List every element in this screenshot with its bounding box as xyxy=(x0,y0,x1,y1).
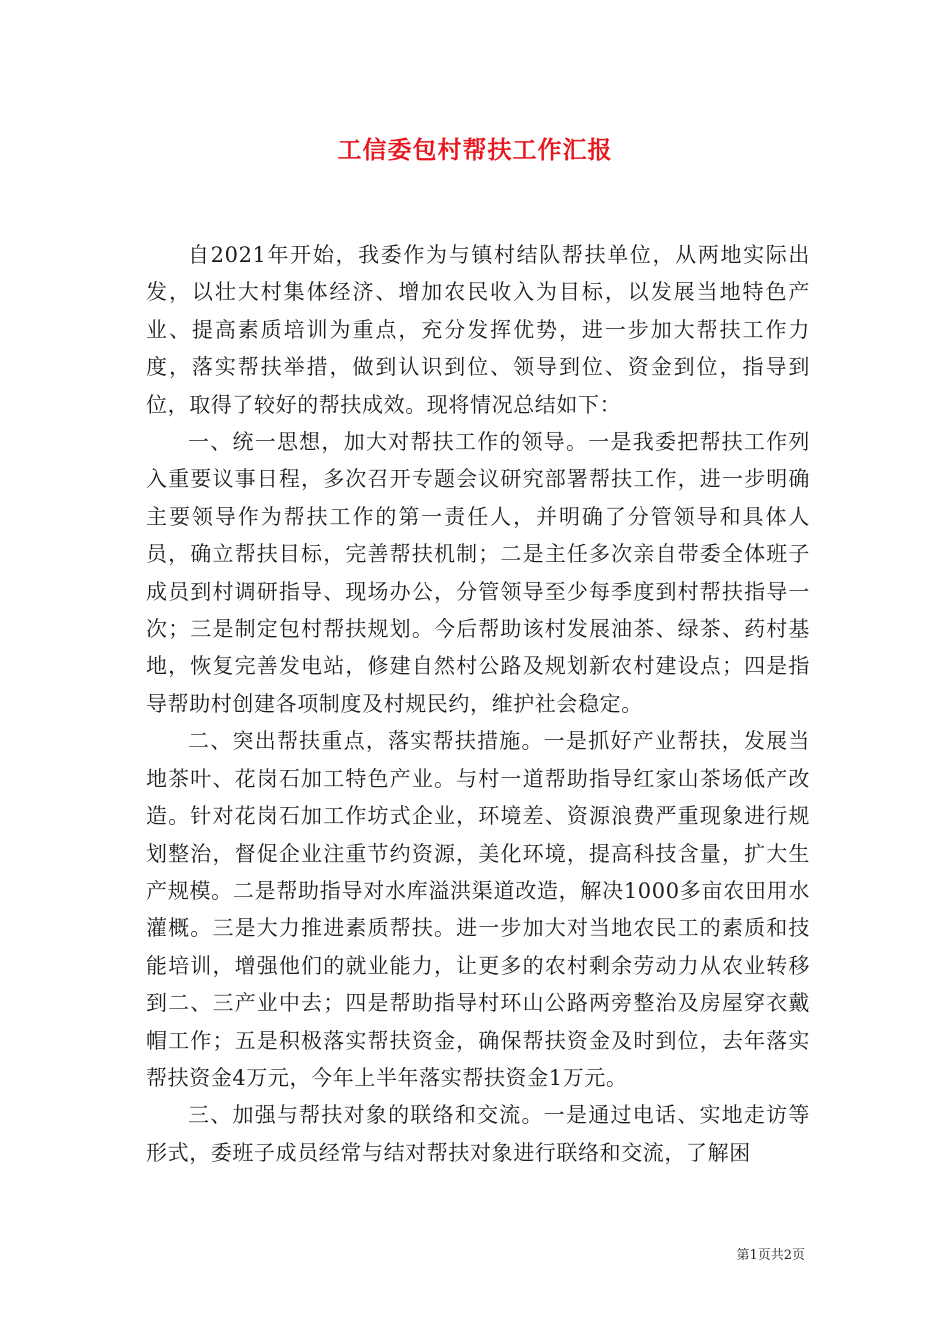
paragraph-section-1: 一、统一思想，加大对帮扶工作的领导。一是我委把帮扶工作列入重要议事日程，多次召开专题会议研究部署帮扶工作，进一步明确主要领导作为帮扶工作的第一责任人，并明确了分管领导和具体人员，确立帮扶目标，完善帮扶机制；二是主任多次亲自带委全体班子成员到村调研指导、现场办公，分管领导至少每季度到村帮扶指导一次；三是制定包村帮扶规划。今后帮助该村发展油茶、绿茶、药村基地，恢复完善发电站，修建自然村公路及规划新农村建设点；四是指导帮助村创建各项制度及村规民约，维护社会稳定。 xyxy=(146,430,810,716)
document-body xyxy=(146,237,810,1172)
document-title: 工信委包村帮扶工作汇报 xyxy=(337,135,613,164)
paragraph-section-3: 三、加强与帮扶对象的联络和交流。一是通过电话、实地走访等形式，委班子成员经常与结对帮扶对象进行联络和交流，了解困 xyxy=(146,1103,810,1165)
page-number: 第1页共2页 xyxy=(736,1248,805,1263)
paragraph-section-2: 二、突出帮扶重点，落实帮扶措施。一是抓好产业帮扶，发展当地茶叶、花岗石加工特色产业。与村一道帮助指导红家山茶场低产改造。针对花岗石加工作坊式企业，环境差、资源浪费严重现象进行规划整治，督促企业注重节约资源，美化环境，提高科技含量，扩大生产规模。二是帮助指导对水库溢洪渠道改造，解决1000多亩农田用水灌概。三是大力推进素质帮扶。进一步加大对当地农民工的素质和技能培训，增强他们的就业能力，让更多的农村剩余劳动力从农业转移到二、三产业中去；四是帮助指导村环山公路两旁整治及房屋穿衣戴帽工作；五是积极落实帮扶资金，确保帮扶资金及时到位，去年落实帮扶资金4万元，今年上半年落实帮扶资金1万元。 xyxy=(146,729,810,1090)
paragraph-intro: 自2021年开始，我委作为与镇村结队帮扶单位，从两地实际出发，以壮大村集体经济、增加农民收入为目标，以发展当地特色产业、提高素质培训为重点，充分发挥优势，进一步加大帮扶工作力度，落实帮扶举措，做到认识到位、领导到位、资金到位，指导到位，取得了较好的帮扶成效。现将情况总结如下： xyxy=(146,243,810,417)
